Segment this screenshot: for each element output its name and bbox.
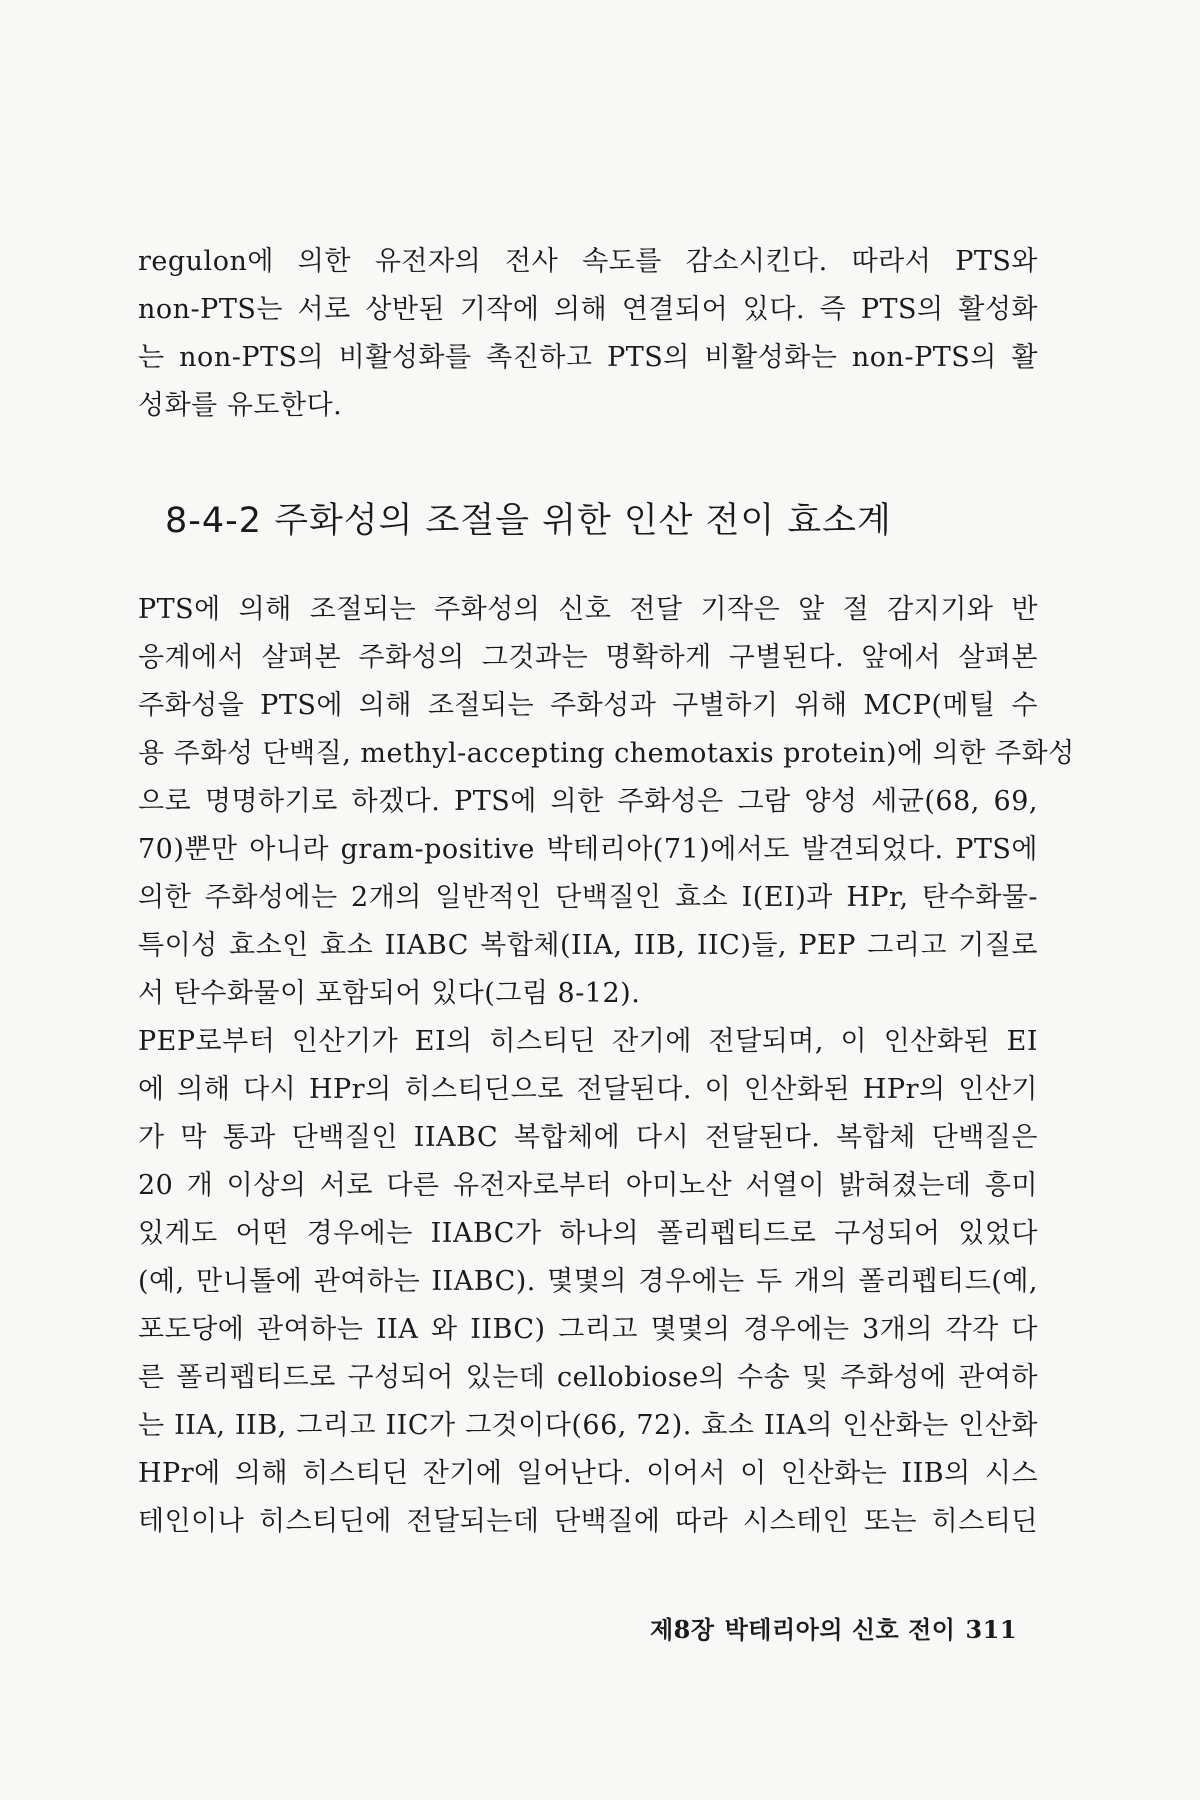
- paragraph-line: non-PTS는 서로 상반된 기작에 의해 연결되어 있다. 즉 PTS의 활성화: [138, 294, 1038, 325]
- paragraph-line: 용 주화성 단백질, methyl-accepting chemotaxis protein)에 의한 주화성: [138, 738, 1075, 769]
- paragraph-line: regulon에 의한 유전자의 전사 속도를 감소시킨다. 따라서 PTS와: [138, 246, 1038, 277]
- page-footer: [640, 1612, 1018, 1648]
- paragraph-line: 른 폴리펩티드로 구성되어 있는데 cellobiose의 수송 및 주화성에 관여하: [138, 1362, 1038, 1393]
- paragraph-line: 특이성 효소인 효소 IIABC 복합체(IIA, IIB, IIC)들, PEP 그리고 기질로: [138, 930, 1038, 961]
- paragraph-line: 테인이나 히스티딘에 전달되는데 단백질에 따라 시스테인 또는 히스티딘: [138, 1506, 1038, 1537]
- paragraph-line: 포도당에 관여하는 IIA 와 IIBC) 그리고 몇몇의 경우에는 3개의 각각 다: [138, 1314, 1038, 1345]
- paragraph-line: 주화성을 PTS에 의해 조절되는 주화성과 구별하기 위해 MCP(메틸 수: [138, 690, 1038, 721]
- paragraph-line: 서 탄수화물이 포함되어 있다(그림 8-12).: [138, 978, 641, 1009]
- paragraph-line: 응계에서 살펴본 주화성의 그것과는 명확하게 구별된다. 앞에서 살펴본: [138, 642, 1038, 673]
- footer-title: 박테리아의 신호 전이: [724, 1615, 956, 1644]
- section-heading: 8-4-2 주화성의 조절을 위한 인산 전이 효소계: [165, 501, 892, 541]
- paragraph-line: HPr에 의해 히스티딘 잔기에 일어난다. 이어서 이 인산화는 IIB의 시스: [138, 1458, 1038, 1489]
- paragraph-line: 70)뿐만 아니라 gram-positive 박테리아(71)에서도 발견되었다. PTS에: [138, 834, 1038, 865]
- body-text: [138, 586, 1075, 1546]
- paragraph-line: 있게도 어떤 경우에는 IIABC가 하나의 폴리펩티드로 구성되어 있었다: [138, 1218, 1038, 1249]
- footer-chapter: 제8장: [650, 1615, 715, 1644]
- continuation-paragraph: [138, 238, 1038, 430]
- paragraph-line: PEP로부터 인산기가 EI의 히스티딘 잔기에 전달되며, 이 인산화된 EI: [138, 1026, 1038, 1057]
- paragraph-line: 성화를 유도한다.: [138, 390, 343, 421]
- paragraph-line: 의한 주화성에는 2개의 일반적인 단백질인 효소 I(EI)과 HPr, 탄수화물-: [138, 882, 1038, 913]
- paragraph-line: (예, 만니톨에 관여하는 IIABC). 몇몇의 경우에는 두 개의 폴리펩티드(예,: [138, 1266, 1038, 1297]
- paragraph-line: 는 non-PTS의 비활성화를 촉진하고 PTS의 비활성화는 non-PTS의 활: [138, 342, 1038, 373]
- paragraph-line: 가 막 통과 단백질인 IIABC 복합체에 다시 전달된다. 복합체 단백질은: [138, 1122, 1038, 1153]
- paragraph-line: 20 개 이상의 서로 다른 유전자로부터 아미노산 서열이 밝혀졌는데 흥미: [138, 1170, 1038, 1201]
- paragraph-line: 에 의해 다시 HPr의 히스티딘으로 전달된다. 이 인산화된 HPr의 인산기: [138, 1074, 1038, 1105]
- paragraph-line: 으로 명명하기로 하겠다. PTS에 의한 주화성은 그람 양성 세균(68, 69,: [138, 786, 1038, 817]
- paragraph-line: 는 IIA, IIB, 그리고 IIC가 그것이다(66, 72). 효소 IIA의 인산화는 인산화: [138, 1410, 1038, 1441]
- paragraph-line: PTS에 의해 조절되는 주화성의 신호 전달 기작은 앞 절 감지기와 반: [138, 594, 1038, 625]
- page-number: 311: [965, 1615, 1018, 1644]
